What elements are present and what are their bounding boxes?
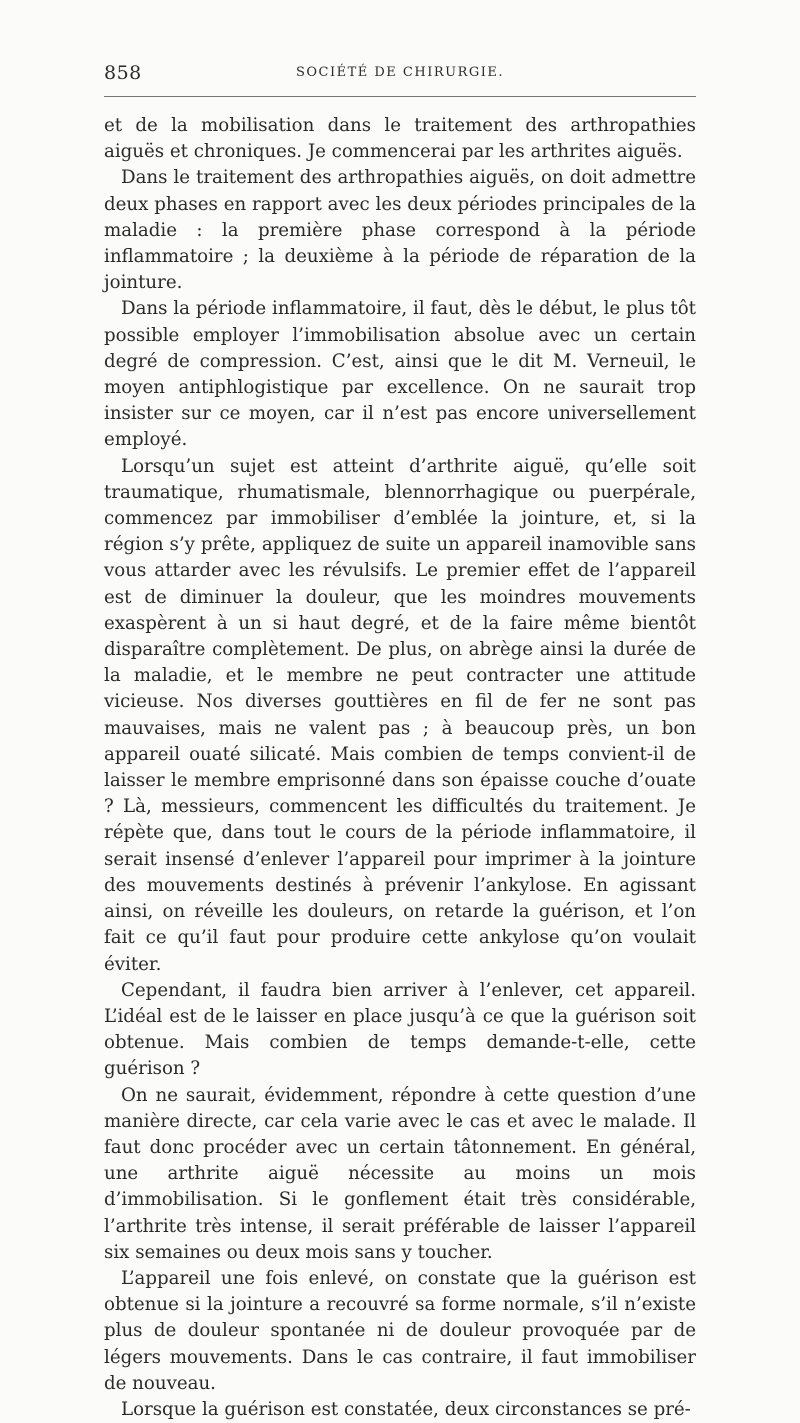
page-header [104,62,696,86]
paragraph: et de la mobilisation dans le traitement des arthropathies aiguës et chroniques. Je commencerai par les arthrites aiguës. [104,115,696,163]
paragraph: Cependant, il faudra bien arriver à l’enlever, cet appareil. L’idéal est de le laisser en place jusqu’à ce que la guérison soit obtenue. Mais combien de temps demande-t-elle, cette guérison ? [104,979,696,1080]
page-number: 858 [104,62,142,84]
paragraph: Lorsque la guérison est constatée, deux circonstances se pré- [121,1398,691,1420]
header-rule [104,96,696,97]
running-title: SOCIÉTÉ DE CHIRURGIE. [295,65,505,80]
paragraph: Dans la période inflammatoire, il faut, dès le début, le plus tôt possible employer l’immobilisation absolue avec un certain degré de compression. C’est, ainsi que le dit M. Verneuil, le moyen antiphlogistique par excellence. On ne saurait trop insister sur ce moyen, car il n’est pas encore universellement employé. [104,298,696,451]
body-text [104,113,696,1423]
paragraph: On ne saurait, évidemment, répondre à cette question d’une manière directe, car cela varie avec le cas et avec le malade. Il faut donc procéder avec un certain tâtonnement. En général, une arthrite aiguë nécessite au moins un mois d’immobilisation. Si le gonflement était très considérable, l’arthrite très intense, il serait préférable de laisser l’appareil six semaines ou deux mois sans y toucher. [104,1084,696,1263]
paragraph: Dans le traitement des arthropathies aiguës, on doit admettre deux phases en rapport avec les deux périodes principales de la maladie : la première phase correspond à la période inflammatoire ; la deuxième à la période de réparation de la jointure. [104,167,696,294]
paragraph: Lorsqu’un sujet est atteint d’arthrite aiguë, qu’elle soit traumatique, rhumatismale, blennorrhagique ou puerpérale, commencez par immobiliser d’emblée la jointure, et, si la région s’y prête, appliquez de suite un appareil inamovible sans vous attarder avec les révulsifs. Le premier effet de l’appareil est de diminuer la douleur, que les moindres mouvements exaspèrent à un si haut degré, et de la faire même bientôt disparaître complètement. De plus, on abrège ainsi la durée de la maladie, et le membre ne peut contracter une attitude vicieuse. Nos diverses gouttières en fil de fer ne sont pas mauvaises, mais ne valent pas ; à beaucoup près, un bon appareil ouaté silicaté. Mais combien de temps convient-il de laisser le membre emprisonné dans son épaisse couche d’ouate ? Là, messieurs, commencent les difficultés du traitement. Je répète que, dans tout le cours de la période inflammatoire, il serait insensé d’enlever l’appareil pour imprimer à la jointure des mouvements destinés à prévenir l’ankylose. En agissant ainsi, on réveille les douleurs, on retarde la guérison, et l’on fait ce qu’il faut pour produire cette ankylose qu’on voulait éviter. [104,455,696,975]
paragraph: L’appareil une fois enlevé, on constate que la guérison est obtenue si la jointure a recouvré sa forme normale, s’il n’existe plus de douleur spontanée ni de douleur provoquée par de légers mouvements. Dans le cas contraire, il faut immobiliser de nouveau. [104,1267,696,1394]
